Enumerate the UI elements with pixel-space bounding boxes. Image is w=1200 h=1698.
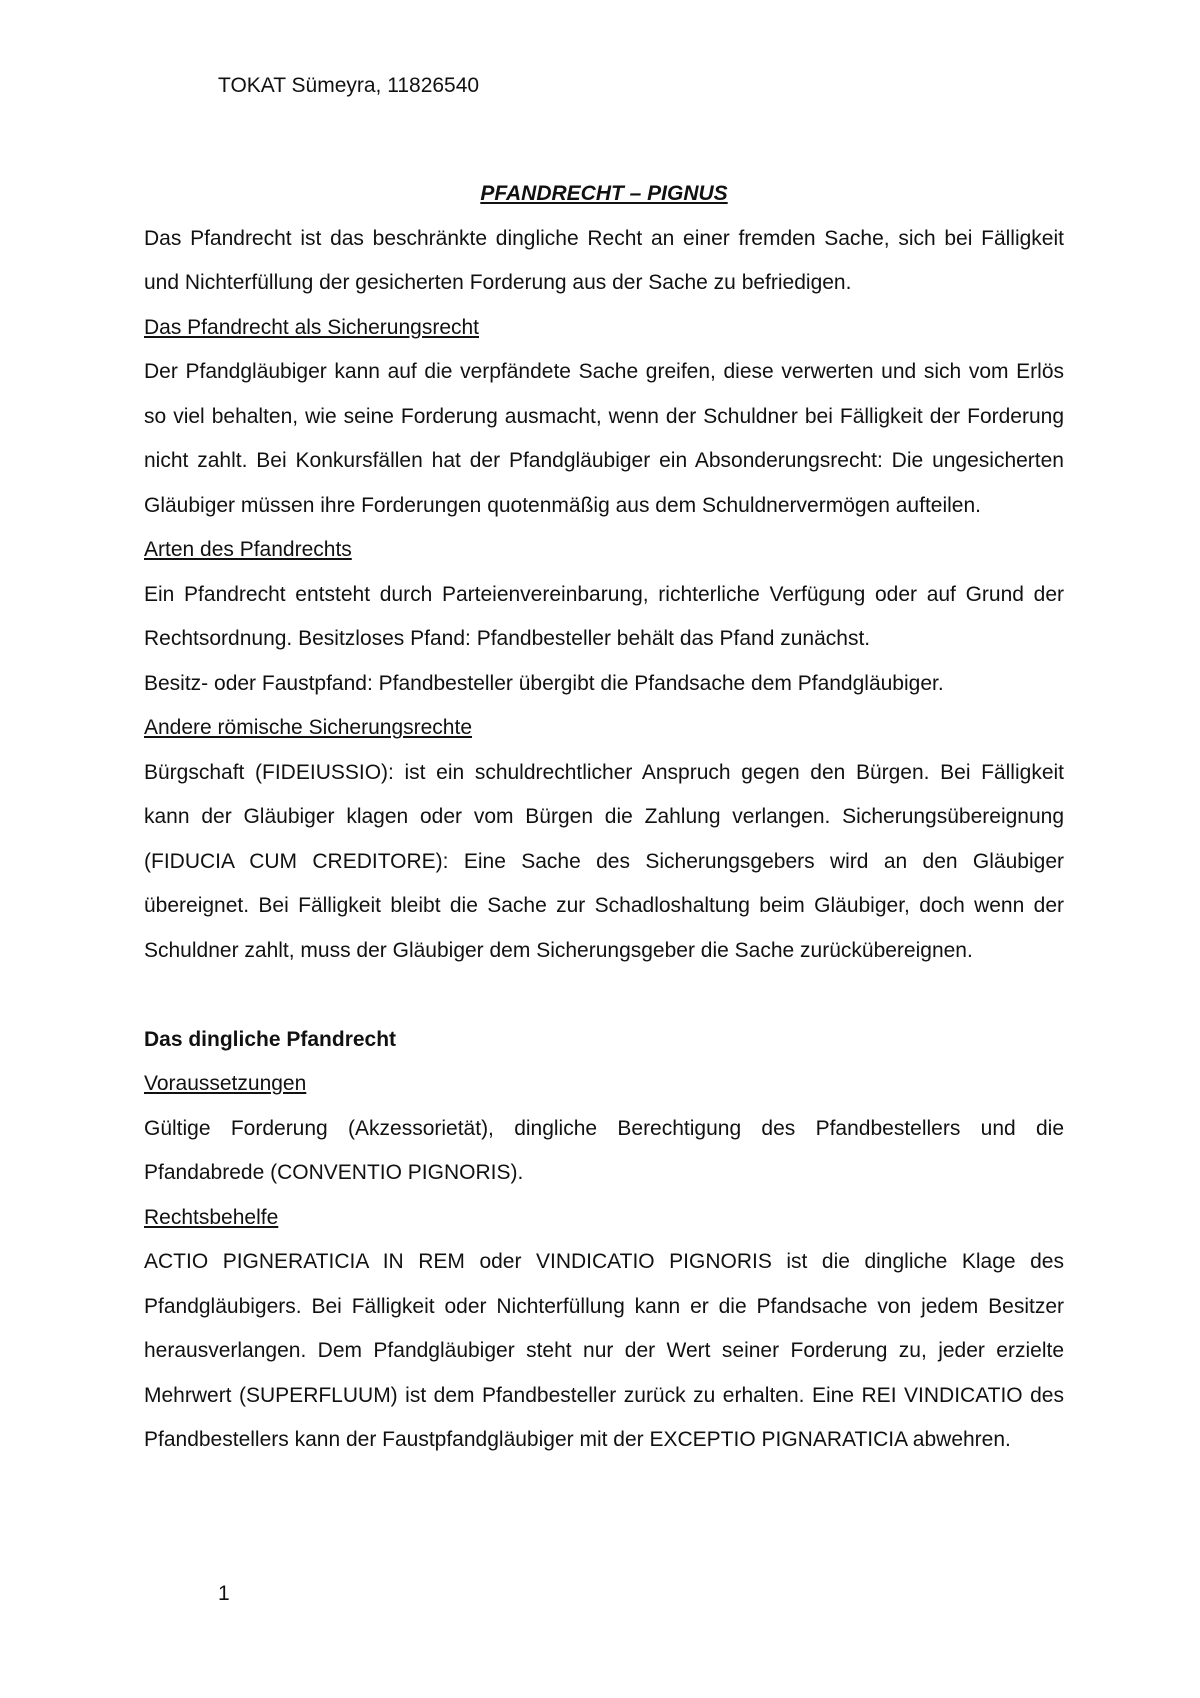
- section-heading-voraussetzungen: Voraussetzungen: [144, 1072, 307, 1095]
- page-number: 1: [218, 1582, 230, 1605]
- section-paragraph-rechtsbehelfe: ACTIO PIGNERATICIA IN REM oder VINDICATIO PIGNORIS ist die dingliche Klage des Pfandgläubigers. Bei Fälligkeit oder Nichterfüllung kann er die Pfandsache von jedem Besitzer herausverlangen. Dem Pfandgläubiger steht nur der Wert seiner Forderung zu, jeder erzielte Mehrwert (SUPERFLUUM) ist dem Pfandbesteller zurück zu erhalten. Eine REI VINDICATIO des Pfandbestellers kann der Faustpfandgläubiger mit der EXCEPTIO PIGNARATICIA abwehren.: [144, 1250, 1064, 1451]
- section-paragraph-sicherungsrecht: Der Pfandgläubiger kann auf die verpfändete Sache greifen, diese verwerten und sich vom Erlös so viel behalten, wie seine Forderung ausmacht, wenn der Schuldner bei Fälligkeit der Forderung nicht zahlt. Bei Konkursfällen hat der Pfandgläubiger ein Absonderungsrecht: Die ungesicherten Gläubiger müssen ihre Forderungen quotenmäßig aus dem Schuldnervermögen aufteilen.: [144, 360, 1064, 517]
- section-paragraph-arten-2: Besitz- oder Faustpfand: Pfandbesteller übergibt die Pfandsache dem Pfandgläubiger.: [144, 671, 944, 695]
- part-heading-dingliche: Das dingliche Pfandrecht: [144, 1027, 397, 1051]
- blank-line: [144, 973, 1064, 1018]
- section-paragraph-voraussetzungen: Gültige Forderung (Akzessorietät), dingliche Berechtigung des Pfandbestellers und die Pfandabrede (CONVENTIO PIGNORIS).: [144, 1116, 1064, 1184]
- intro-paragraph: Das Pfandrecht ist das beschränkte dingliche Recht an einer fremden Sache, sich bei Fälligkeit und Nichterfüllung der gesicherten Forderung aus der Sache zu befriedigen.: [144, 226, 1064, 294]
- section-paragraph-andere: Bürgschaft (FIDEIUSSIO): ist ein schuldrechtlicher Anspruch gegen den Bürgen. Bei Fälligkeit kann der Gläubiger klagen oder vom Bürgen die Zahlung verlangen. Sicherungsübereignung (FIDUCIA CUM CREDITORE): Eine Sache des Sicherungsgebers wird an den Gläubiger übereignet. Bei Fälligkeit bleibt die Sache zur Schadloshaltung beim Gläubiger, doch wenn der Schuldner zahlt, muss der Gläubiger dem Sicherungsgeber die Sache zurückübereignen.: [144, 760, 1064, 962]
- document-body: [144, 172, 1064, 1463]
- section-heading-arten: Arten des Pfandrechts: [144, 538, 352, 561]
- author-header: TOKAT Sümeyra, 11826540: [218, 74, 480, 97]
- document-title: PFANDRECHT – PIGNUS: [480, 182, 728, 205]
- section-heading-sicherungsrecht: Das Pfandrecht als Sicherungsrecht: [144, 315, 480, 339]
- section-paragraph-arten-1: Ein Pfandrecht entsteht durch Parteienvereinbarung, richterliche Verfügung oder auf Grund der Rechtsordnung. Besitzloses Pfand: Pfandbesteller behält das Pfand zunächst.: [144, 582, 1064, 650]
- section-heading-rechtsbehelfe: Rechtsbehelfe: [144, 1205, 279, 1229]
- section-heading-andere: Andere römische Sicherungsrechte: [144, 716, 473, 739]
